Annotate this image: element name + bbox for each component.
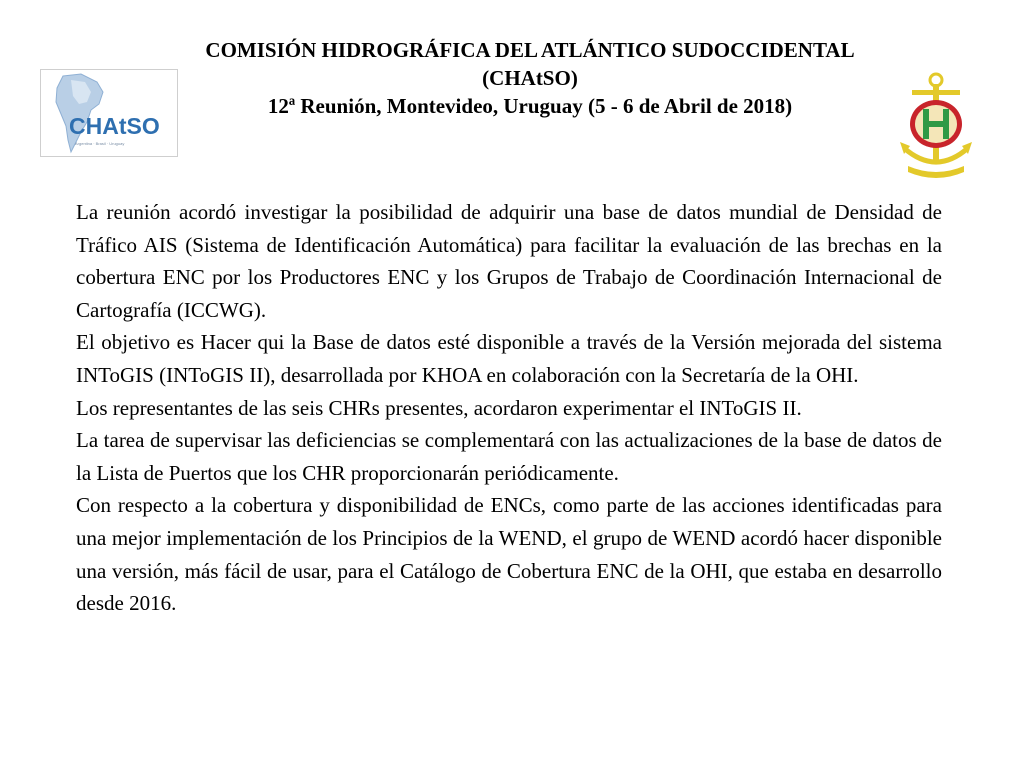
- slide-body: [76, 196, 942, 620]
- paragraph-ais-database: La reunión acordó investigar la posibilidad de adquirir una base de datos mundial de Densidad de Tráfico AIS (Sistema de Identificación Automática) para facilitar la evaluación de las brechas en la cobertura ENC por los Productores ENC y los Grupos de Trabajo de Coordinación Internacional de Cartografía (ICCWG).: [76, 200, 942, 322]
- paragraph-intogis-objective: El objetivo es Hacer qui la Base de datos esté disponible a través de la Versión mejorada del sistema INToGIS (INToGIS II), desarrollada por KHOA en colaboración con la Secretaría de la OHI.: [76, 330, 942, 387]
- paragraph-ports-database: La tarea de supervisar las deficiencias se complementará con las actualizaciones de la base de datos de la Lista de Puertos que los CHR proporcionarán periódicamente.: [76, 428, 942, 485]
- paragraph-wend-catalogue: Con respecto a la cobertura y disponibilidad de ENCs, como parte de las acciones identificadas para una mejor implementación de los Principios de la WEND, el grupo de WEND acordó hacer disponible una versión, más fácil de usar, para el Catálogo de Cobertura ENC de la OHI, que estaba en desarrollo desde 2016.: [76, 493, 942, 616]
- chatso-logo: [40, 69, 178, 157]
- paragraph-chr-representatives: Los representantes de las seis CHRs presentes, acordaron experimentar el INToGIS II.: [76, 395, 802, 420]
- chatso-logo-text: CHAtSO: [69, 113, 160, 139]
- ihb-emblem-icon: [890, 72, 990, 182]
- title-line-acronym: (CHAtSO): [482, 66, 578, 90]
- chatso-logo-subtext: Argentina · Brasil · Uruguay: [75, 141, 125, 146]
- title-line-commission: COMISIÓN HIDROGRÁFICA DEL ATLÁNTICO SUDOCCIDENTAL: [205, 38, 855, 62]
- slide-title: [120, 36, 940, 120]
- title-line-meeting: 12ª Reunión, Montevideo, Uruguay (5 - 6 de Abril de 2018): [267, 94, 793, 118]
